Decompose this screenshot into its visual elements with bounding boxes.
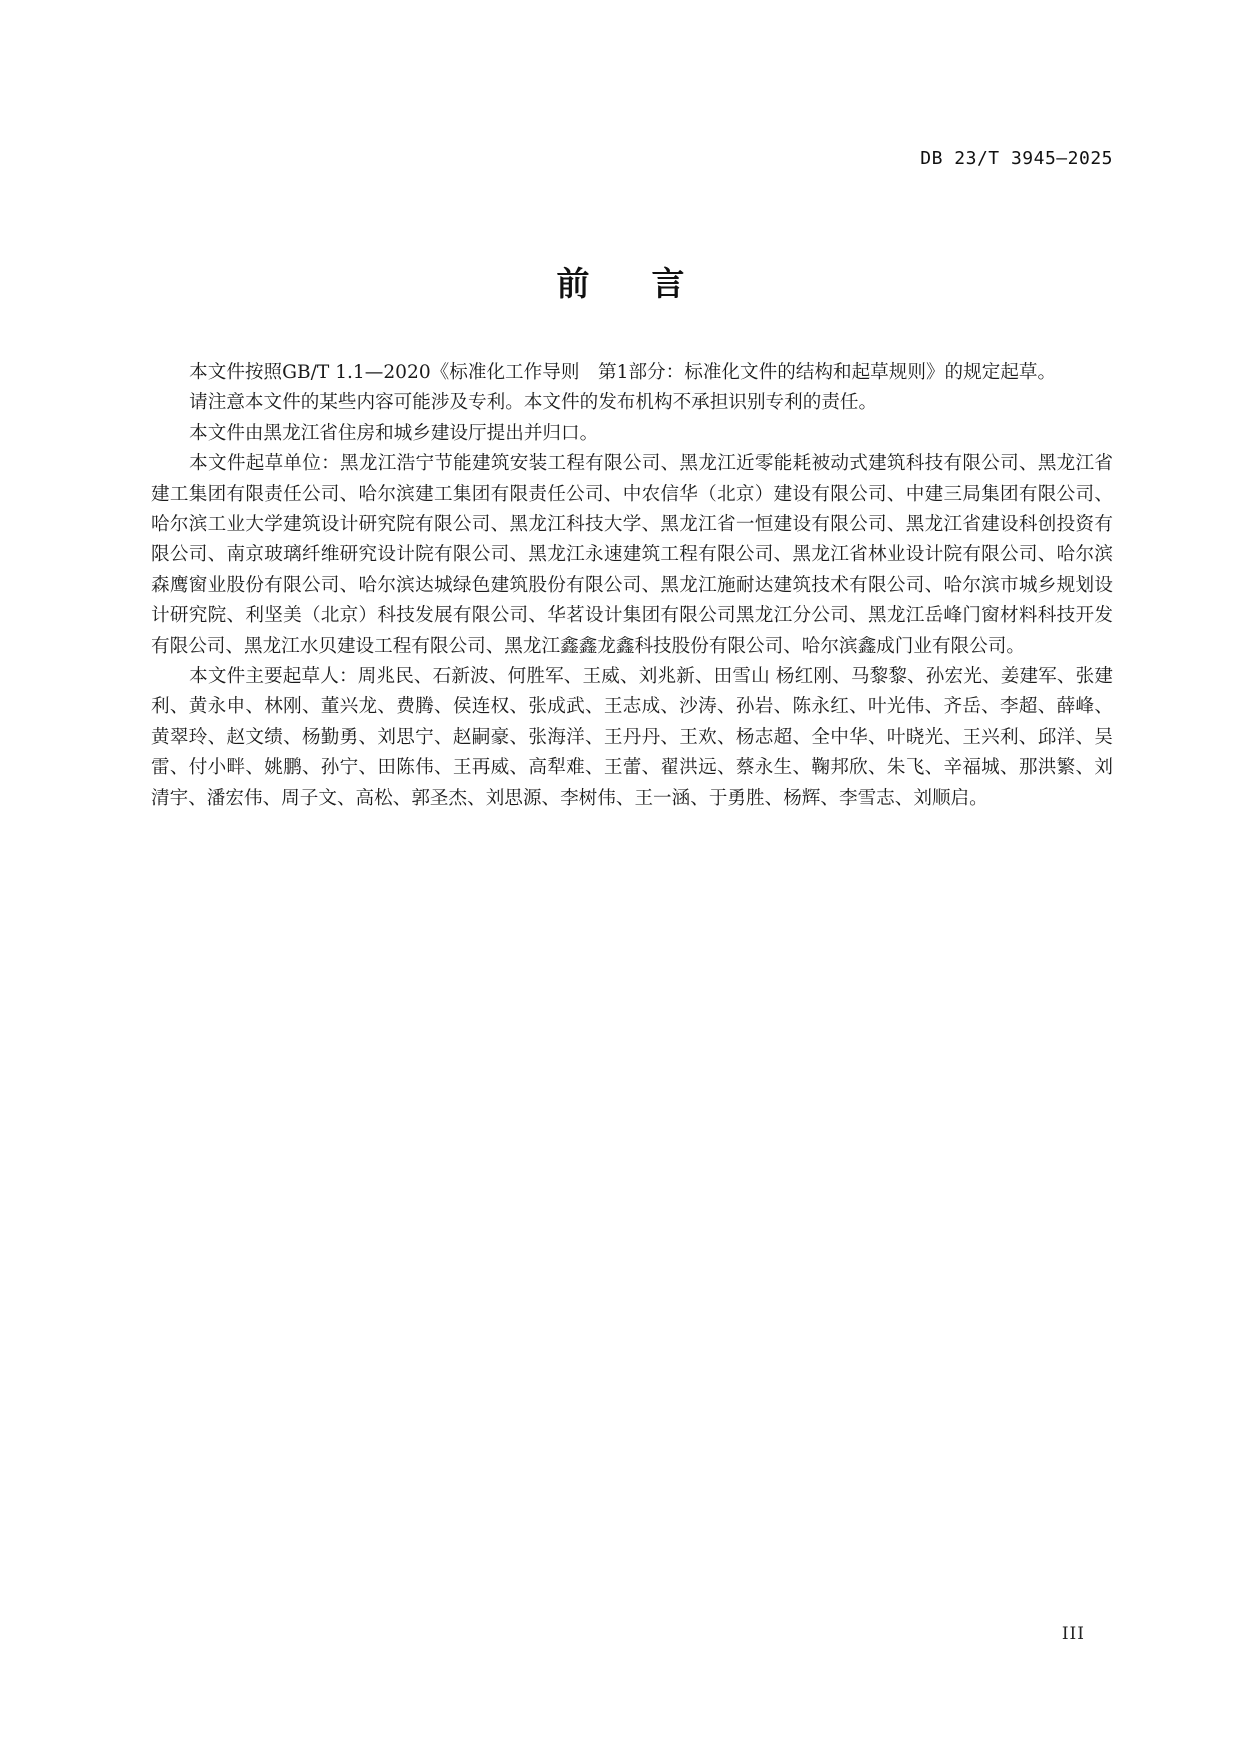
paragraph-proposer: 本文件由黑龙江省住房和城乡建设厅提出并归口。: [189, 422, 599, 444]
foreword-body: [151, 358, 1113, 814]
page-number: III: [1061, 1624, 1085, 1644]
paragraph-drafting-units: 本文件起草单位：黑龙江浩宁节能建筑安装工程有限公司、黑龙江近零能耗被动式建筑科技有限公司、黑龙江省建工集团有限责任公司、哈尔滨建工集团有限责任公司、中农信华（北京）建设有限公司、中建三局集团有限公司、哈尔滨工业大学建筑设计研究院有限公司、黑龙江科技大学、黑龙江省一恒建设有限公司、黑龙江省建设科创投资有限公司、南京玻璃纤维研究设计院有限公司、黑龙江永速建筑工程有限公司、黑龙江省林业设计院有限公司、哈尔滨森鹰窗业股份有限公司、哈尔滨达城绿色建筑股份有限公司、黑龙江施耐达建筑技术有限公司、哈尔滨市城乡规划设计研究院、利坚美（北京）科技发展有限公司、华茗设计集团有限公司黑龙江分公司、黑龙江岳峰门窗材料科技开发有限公司、黑龙江水贝建设工程有限公司、黑龙江鑫鑫龙鑫科技股份有限公司、哈尔滨鑫成门业有限公司。: [151, 453, 1113, 657]
paragraph-drafting-basis: 本文件按照GB/T 1.1—2020《标准化工作导则 第1部分：标准化文件的结构和起草规则》的规定起草。: [189, 362, 1057, 383]
document-code: DB 23/T 3945—2025: [920, 148, 1113, 169]
page-title: 前言: [556, 264, 747, 303]
paragraph-patent-notice: 请注意本文件的某些内容可能涉及专利。本文件的发布机构不承担识别专利的责任。: [189, 392, 878, 414]
paragraph-drafters: 本文件主要起草人：周兆民、石新波、何胜军、王威、刘兆新、田雪山 杨红刚、马黎黎、孙宏光、姜建军、张建利、黄永申、林刚、董兴龙、费腾、侯连权、张成武、王志成、沙涛、孙岩、陈永红、叶光伟、齐岳、李超、薛峰、黄翠玲、赵文绩、杨勤勇、刘思宁、赵嗣豪、张海洋、王丹丹、王欢、杨志超、全中华、叶晓光、王兴利、邱洋、吴雷、付小畔、姚鹏、孙宁、田陈伟、王再威、高犁难、王蕾、翟洪远、蔡永生、鞠邦欣、朱飞、辛福城、那洪繁、刘清宇、潘宏伟、周子文、高松、郭圣杰、刘思源、李树伟、王一涵、于勇胜、杨辉、李雪志、刘顺启。: [151, 666, 1113, 809]
